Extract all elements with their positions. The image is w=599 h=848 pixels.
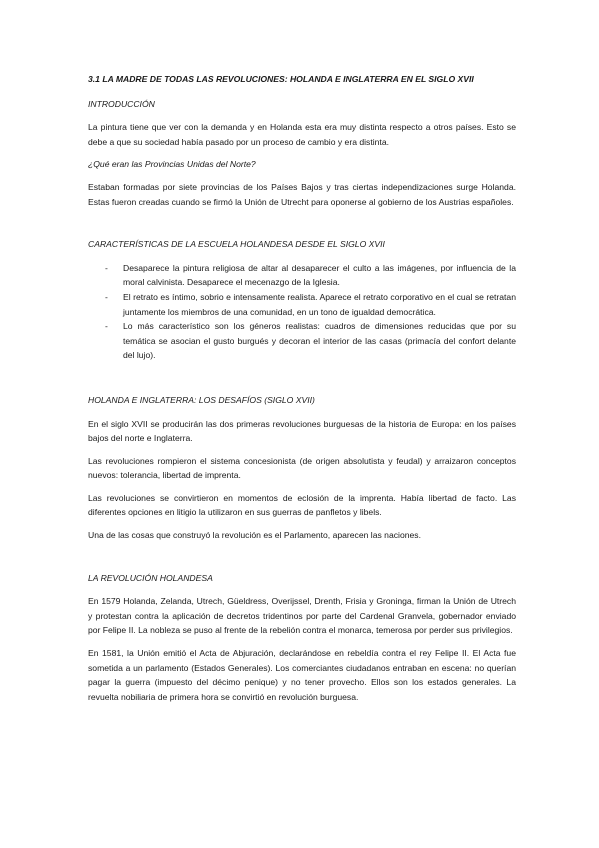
question-subheading: ¿Qué eran las Provincias Unidas del Norte?	[88, 159, 256, 170]
list-item-text: El retrato es íntimo, sobrio e intensamente realista. Aparece el retrato corporativo en el cual se retratan juntamente los miembros de una comunidad, en un tono de igualdad democrática.	[123, 291, 516, 317]
list-item-text: Lo más característico son los géneros realistas: cuadros de dimensiones reducidas que por su temática se asocian el gusto burgués y decoran el interior de las casas (primacía del confort delante del lujo).	[123, 321, 516, 361]
section-heading-introduccion: INTRODUCCIÓN	[88, 98, 155, 109]
section-spacer	[88, 551, 516, 571]
list-item	[88, 261, 516, 290]
bullet-list	[88, 261, 516, 363]
list-item-text: Desaparece la pintura religiosa de altar al desaparecer el culto a las imágenes, por influencia de la moral calvinista. Desaparece el mecenazgo de la Iglesia.	[123, 262, 516, 288]
paragraph: La pintura tiene que ver con la demanda y en Holanda esta era muy distinta respecto a otros países. Esto se debe a que su sociedad había pasado por un proceso de cambio y era distinta.	[88, 122, 516, 147]
paragraph: Una de las cosas que construyó la revolución es el Parlamento, aparecen las naciones.	[88, 530, 421, 541]
section-heading-caracteristicas: CARACTERÍSTICAS DE LA ESCUELA HOLANDESA DESDE EL SIGLO XVII	[88, 239, 385, 250]
document-title: 3.1 LA MADRE DE TODAS LAS REVOLUCIONES: HOLANDA E INGLATERRA EN EL SIGLO XVII	[88, 74, 474, 84]
paragraph: Las revoluciones rompieron el sistema concesionista (de origen absolutista y feudal) y arraizaron conceptos nuevos: tolerancia, libertad de imprenta.	[88, 455, 516, 481]
paragraph: Las revoluciones se convirtieron en momentos de eclosión de la imprenta. Había libertad de facto. Las diferentes opciones en litigio la utilizaron en sus guerras de panfletos y libels.	[88, 492, 516, 518]
dash-bullet-icon: -	[105, 262, 108, 273]
paragraph: Estaban formadas por siete provincias de los Países Bajos y tras ciertas independizaciones surge Holanda. Estas fueron creadas cuando se firmó la Unión de Utrecht para oponerse al gobierno de los Austrias españoles.	[88, 181, 516, 207]
section-spacer	[88, 217, 516, 237]
list-item	[88, 290, 516, 319]
section-spacer	[88, 373, 516, 393]
paragraph: En el siglo XVII se producirán las dos primeras revoluciones burguesas de la historia de Europa: en los países bajos del norte e Inglaterra.	[88, 418, 516, 444]
list-item	[88, 319, 516, 363]
dash-bullet-icon: -	[105, 291, 108, 302]
section-heading-desafios: HOLANDA E INGLATERRA: LOS DESAFÍOS (SIGLO XVII)	[88, 394, 315, 405]
dash-bullet-icon: -	[105, 321, 108, 332]
paragraph: En 1579 Holanda, Zelanda, Utrech, Güeldress, Overijssel, Drenth, Frisia y Groninga, firman la Unión de Utrech y protestan contra la aplicación de decretos tridentinos por parte del Cardenal Granvela, gobernador enviado por Felipe II. La nobleza se puso al frente de la rebelión contra el monarca, temerosa por perder sus privilegios.	[88, 596, 516, 636]
section-heading-revolucion-holandesa: LA REVOLUCIÓN HOLANDESA	[88, 572, 213, 583]
document-body	[88, 72, 516, 712]
paragraph: En 1581, la Unión emitió el Acta de Abjuración, declarándose en rebeldía contra el rey Felipe II. El Acta fue sometida a un parlamento (Estados Generales). Los comerciantes ciudadanos entraban en escena: no querían pagar la guerra (impuesto del décimo penique) y no tener provecho. Ellos son los estados generales. La revuelta nobiliaria de primera hora se convirtió en revolución burguesa.	[88, 648, 516, 702]
